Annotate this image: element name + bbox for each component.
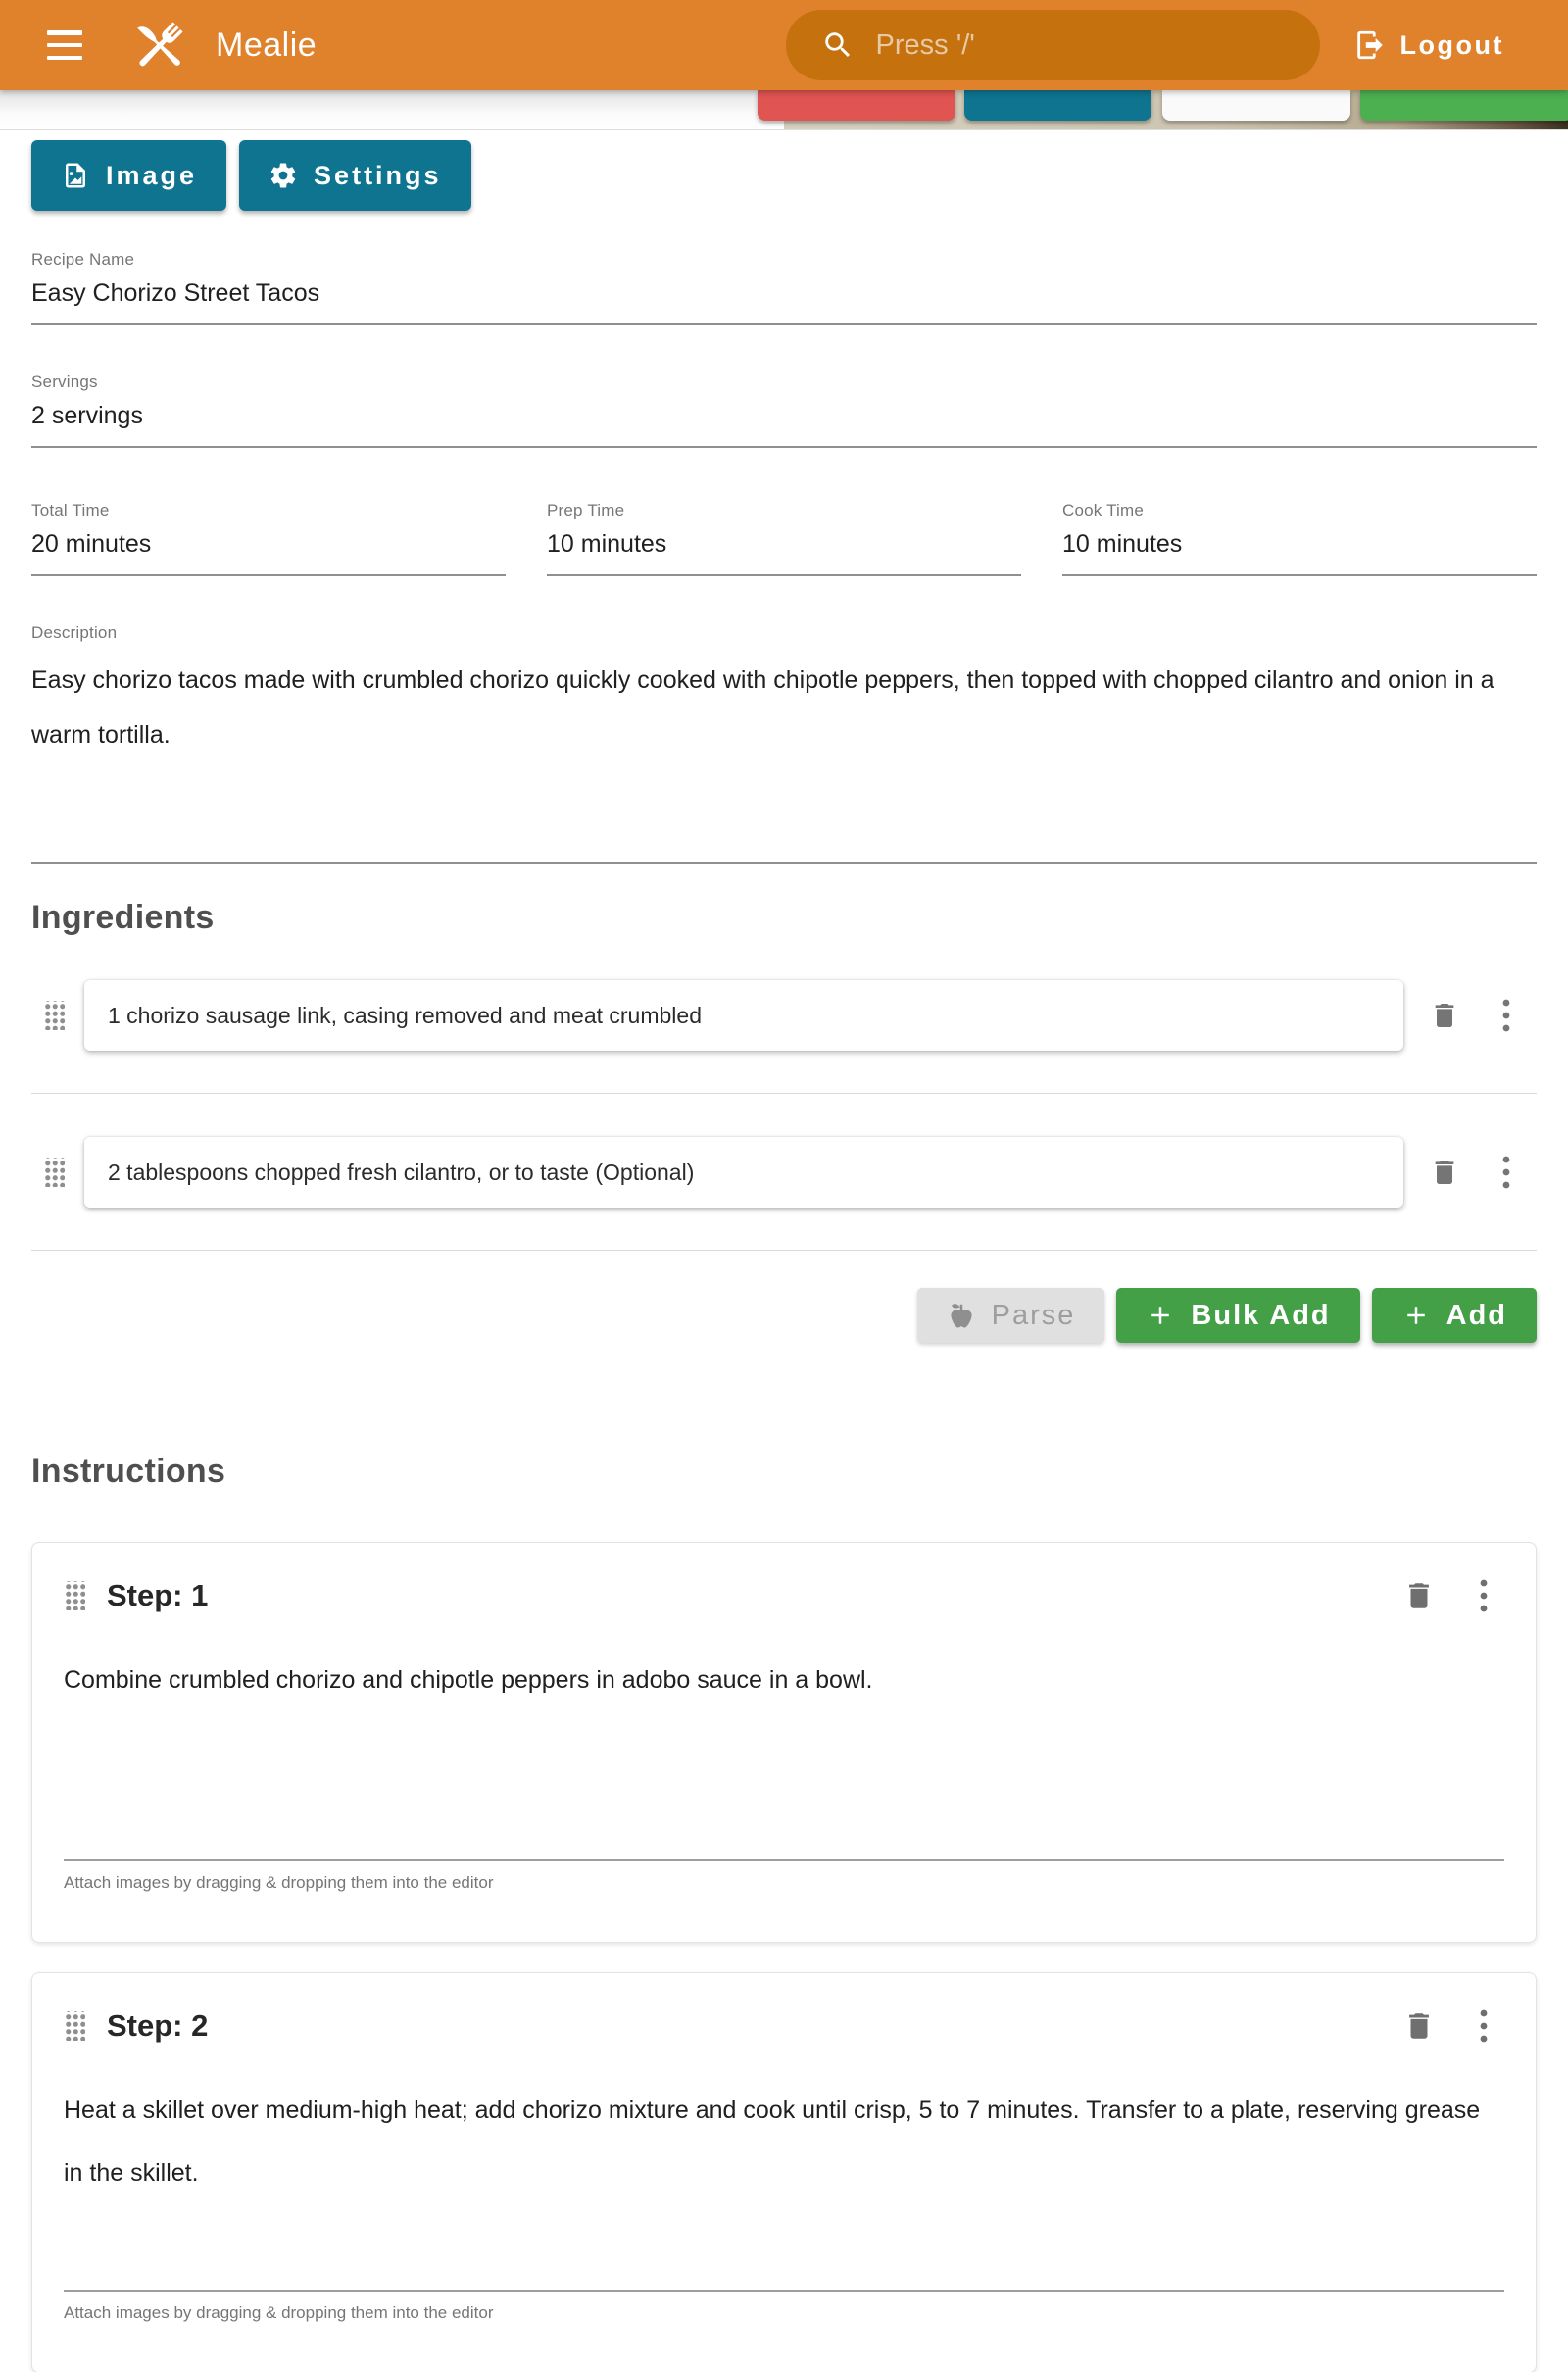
drag-handle-icon[interactable] — [64, 1581, 85, 1610]
step-title: Step: 2 — [107, 2008, 209, 2043]
delete-step-button[interactable] — [1402, 2009, 1436, 2043]
search-placeholder: Press '/' — [875, 28, 975, 61]
kebab-menu-icon — [1499, 996, 1513, 1035]
step-header — [64, 2002, 1504, 2050]
kebab-menu-icon — [1499, 1153, 1513, 1192]
delete-ingredient-button[interactable] — [1429, 1000, 1460, 1031]
bulk-add-button[interactable] — [1116, 1288, 1359, 1343]
hero-action-teal-button[interactable] — [964, 90, 1152, 121]
add-ingredient-button[interactable] — [1372, 1288, 1537, 1343]
trash-icon — [1429, 1157, 1460, 1188]
app-bar — [0, 0, 1568, 90]
description-textarea[interactable]: Easy chorizo tacos made with crumbled chorizo quickly cooked with chipotle peppers, then topped with chopped cilantro and onion in a warm tortilla. — [31, 653, 1537, 864]
ingredients-heading: Ingredients — [31, 899, 215, 936]
attach-images-hint: Attach images by dragging & dropping them into the editor — [64, 2303, 494, 2322]
recipe-name-input[interactable]: Easy Chorizo Street Tacos — [31, 279, 1537, 325]
instruction-step-card — [31, 1972, 1537, 2372]
image-file-icon — [61, 161, 90, 190]
search-icon — [821, 28, 855, 62]
add-button-label: Add — [1446, 1299, 1507, 1331]
description-field — [31, 623, 1537, 864]
drag-handle-icon[interactable] — [43, 1158, 65, 1187]
bulk-add-button-label: Bulk Add — [1191, 1299, 1331, 1331]
gear-icon — [269, 161, 298, 190]
prep-time-field — [547, 501, 1021, 576]
ingredient-row — [31, 980, 1537, 1051]
settings-button-label: Settings — [314, 160, 442, 190]
image-button[interactable] — [31, 140, 226, 211]
settings-button[interactable] — [239, 140, 471, 211]
search-input[interactable] — [786, 10, 1320, 80]
cook-time-label: Cook Time — [1062, 501, 1145, 519]
delete-ingredient-button[interactable] — [1429, 1157, 1460, 1188]
hero-action-red-button[interactable] — [758, 90, 956, 121]
divider — [64, 2290, 1504, 2292]
total-time-input[interactable]: 20 minutes — [31, 530, 506, 576]
recipe-form — [0, 140, 1568, 2372]
step-title: Step: 1 — [107, 1578, 209, 1612]
logout-button[interactable] — [1353, 28, 1504, 62]
prep-time-label: Prep Time — [547, 501, 625, 519]
instruction-step-card — [31, 1542, 1537, 1943]
editor-toolbar — [31, 140, 1537, 211]
plus-icon — [1401, 1301, 1431, 1330]
step-menu-button[interactable] — [1477, 2006, 1491, 2046]
attach-images-hint: Attach images by dragging & dropping them into the editor — [64, 1873, 494, 1892]
trash-icon — [1429, 1000, 1460, 1031]
description-label: Description — [31, 623, 118, 642]
prep-time-input[interactable]: 10 minutes — [547, 530, 1021, 576]
logout-icon — [1353, 28, 1387, 62]
total-time-label: Total Time — [31, 501, 110, 519]
ingredient-actions — [31, 1288, 1537, 1343]
parse-button[interactable] — [917, 1288, 1105, 1343]
ingredient-menu-button[interactable] — [1499, 996, 1513, 1035]
kebab-menu-icon — [1477, 2006, 1491, 2046]
logout-label: Logout — [1399, 29, 1504, 60]
ingredient-input[interactable]: 2 tablespoons chopped fresh cilantro, or to taste (Optional) — [84, 1137, 1403, 1208]
kebab-menu-icon — [1477, 1576, 1491, 1615]
image-button-label: Image — [106, 160, 198, 190]
cook-time-field — [1062, 501, 1537, 576]
servings-field — [31, 372, 1537, 448]
step-text-editor[interactable]: Heat a skillet over medium-high heat; add chorizo mixture and cook until crisp, 5 to 7 minutes. Transfer to a plate, reserving grease in the skillet. — [64, 2097, 1481, 2187]
step-menu-button[interactable] — [1477, 1576, 1491, 1615]
step-text-editor[interactable]: Combine crumbled chorizo and chipotle peppers in adobo sauce in a bowl. — [64, 1666, 873, 1694]
hero-action-green-button[interactable] — [1360, 90, 1568, 121]
recipe-name-field — [31, 250, 1537, 325]
servings-label: Servings — [31, 372, 98, 391]
cook-time-input[interactable]: 10 minutes — [1062, 530, 1537, 576]
ingredient-row — [31, 1137, 1537, 1208]
step-header — [64, 1572, 1504, 1619]
ingredient-input[interactable]: 1 chorizo sausage link, casing removed and meat crumbled — [84, 980, 1403, 1051]
times-row — [31, 501, 1537, 576]
servings-input[interactable]: 2 servings — [31, 402, 1537, 448]
divider — [64, 1859, 1504, 1861]
app-title: Mealie — [216, 25, 318, 64]
plus-icon — [1146, 1301, 1175, 1330]
trash-icon — [1402, 1579, 1436, 1612]
hero-strip — [0, 90, 1568, 130]
total-time-field — [31, 501, 506, 576]
mealie-logo-icon — [125, 11, 194, 79]
divider — [31, 1093, 1537, 1094]
trash-icon — [1402, 2009, 1436, 2043]
delete-step-button[interactable] — [1402, 1579, 1436, 1612]
drag-handle-icon[interactable] — [43, 1001, 65, 1030]
menu-icon[interactable] — [47, 30, 82, 60]
instructions-heading: Instructions — [31, 1453, 226, 1490]
drag-handle-icon[interactable] — [64, 2011, 85, 2041]
parse-button-label: Parse — [991, 1299, 1076, 1331]
recipe-name-label: Recipe Name — [31, 250, 135, 269]
divider — [31, 1250, 1537, 1251]
hero-action-white-button[interactable] — [1162, 90, 1350, 121]
ingredient-menu-button[interactable] — [1499, 1153, 1513, 1192]
apple-icon — [947, 1301, 976, 1330]
